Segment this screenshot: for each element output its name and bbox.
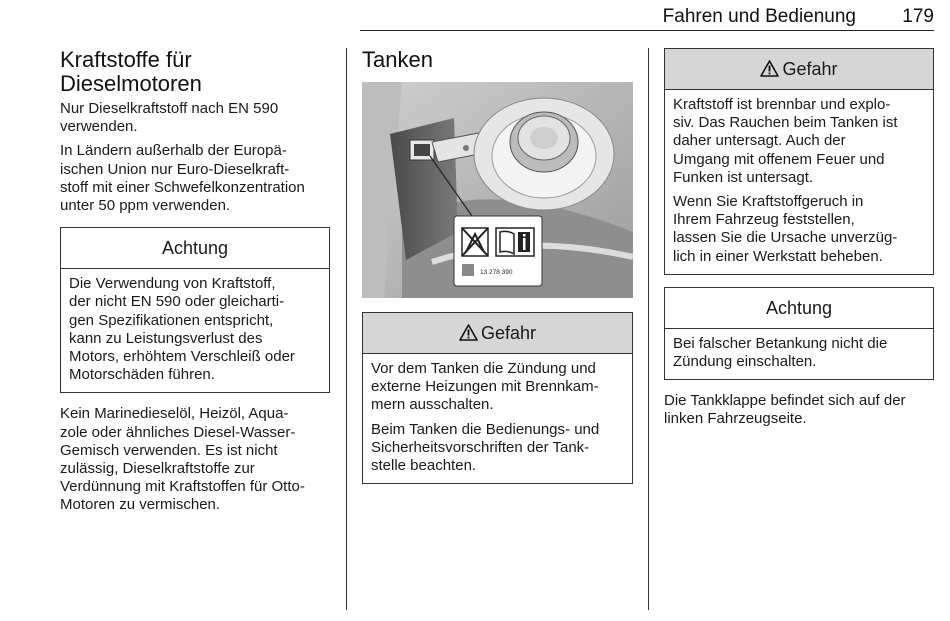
text-line: zulässig, Dieselkraftstoffe zur xyxy=(60,460,255,478)
danger-title: Gefahr xyxy=(782,59,838,79)
text-line: Motors, erhöhtem Verschleiß oder xyxy=(69,348,295,366)
text-line: Vor dem Tanken die Zündung und xyxy=(371,360,596,377)
text-line: kann zu Leistungsverlust des xyxy=(69,329,263,347)
paragraph-marinediesel xyxy=(60,405,335,514)
text-line: Beim Tanken die Bedienungs- und xyxy=(371,420,600,438)
paragraph-tankklappe xyxy=(664,392,936,428)
text-line: unter 50 ppm verwenden. xyxy=(60,197,231,215)
text-line: lassen Sie die Ursache unverzüg- xyxy=(673,229,898,247)
column-rule-1 xyxy=(346,48,347,610)
danger-header xyxy=(665,49,933,90)
danger-title: Gefahr xyxy=(480,323,537,343)
text-line: linken Fahrzeugseite. xyxy=(664,410,807,428)
danger-box-tanken xyxy=(362,312,633,484)
text-line: daher untersagt. Auch der xyxy=(673,132,846,150)
danger-text-1 xyxy=(371,360,624,415)
warning-triangle-icon xyxy=(459,324,478,341)
notice-title: Achtung xyxy=(61,228,329,269)
text-line: Verdünnung mit Kraftstoffen für Otto- xyxy=(60,478,305,496)
running-header-title: Fahren und Bedienung xyxy=(662,6,856,27)
notice-title: Achtung xyxy=(665,288,933,329)
text-line: Motoren zu vermischen. xyxy=(60,496,221,514)
notice-body xyxy=(665,329,933,379)
text-line: gen Spezifikationen entspricht, xyxy=(69,311,274,329)
text-line: Sicherheitsvorschriften der Tank- xyxy=(371,438,590,456)
manual-info-symbol xyxy=(496,228,534,256)
text-line: Die Tankklappe befindet sich auf der xyxy=(664,392,906,410)
notice-box-achtung xyxy=(664,287,934,380)
text-line: verwenden. xyxy=(60,118,138,136)
danger-header xyxy=(363,313,632,354)
column-1 xyxy=(60,48,335,515)
text-line: Zündung einschalten. xyxy=(673,353,817,371)
text-line: lich in einer Werkstatt beheben. xyxy=(673,247,883,265)
text-line: Gemisch verwenden. Es ist nicht xyxy=(60,441,278,459)
text-line: Kein Marinedieselöl, Heizöl, Aqua- xyxy=(60,405,289,423)
text-line: Nur Dieselkraftstoff nach EN 590 xyxy=(60,100,279,117)
text-line: externe Heizungen mit Brennkam- xyxy=(371,378,599,396)
text-line: siv. Das Rauchen beim Tanken ist xyxy=(673,114,898,132)
paragraph-euro-diesel xyxy=(60,142,335,215)
text-line: stelle beachten. xyxy=(371,457,477,475)
text-line: Bei falscher Betankung nicht die xyxy=(673,334,888,352)
section-heading-diesel xyxy=(60,48,335,96)
danger-text-2 xyxy=(371,421,624,476)
text-line: In Ländern außerhalb der Europä- xyxy=(60,142,287,160)
notice-text xyxy=(69,275,321,384)
text-line: ischen Union nur Euro-Dieselkraft- xyxy=(60,160,290,178)
text-line: Ihrem Fahrzeug feststellen, xyxy=(673,211,855,229)
text-line: Funken ist untersagt. xyxy=(673,168,814,186)
danger-text-2 xyxy=(673,193,925,266)
notice-body xyxy=(61,269,329,392)
no-water-symbol xyxy=(462,228,488,256)
text-line: mern ausschalten. xyxy=(371,396,494,414)
header-rule xyxy=(360,30,934,31)
page-number: 179 xyxy=(902,6,934,27)
warning-triangle-icon xyxy=(760,60,779,77)
danger-body xyxy=(665,90,933,274)
text-line: Die Verwendung von Kraftstoff, xyxy=(69,275,276,293)
column-rule-2 xyxy=(648,48,649,610)
text-line: Kraftstoff ist brennbar und explo- xyxy=(673,96,891,113)
notice-box-achtung xyxy=(60,227,330,393)
text-line: Wenn Sie Kraftstoffgeruch in xyxy=(673,193,864,211)
notice-text xyxy=(673,335,925,371)
text-line: Motorschäden führen. xyxy=(69,366,215,384)
figure-code: 13 278 390 xyxy=(480,269,513,276)
danger-text-1 xyxy=(673,96,925,187)
text-line: stoff mit einer Schwefelkonzentration xyxy=(60,178,305,196)
column-3 xyxy=(664,48,936,429)
heading-line-1: Kraftstoffe für xyxy=(60,47,192,72)
fuel-filler-illustration xyxy=(362,82,633,298)
section-heading-tanken: Tanken xyxy=(362,47,433,72)
danger-body xyxy=(363,354,632,483)
paragraph-en590 xyxy=(60,100,335,136)
column-2 xyxy=(362,48,634,484)
heading-line-2: Dieselmotoren xyxy=(60,71,202,96)
text-line: Umgang mit offenem Feuer und xyxy=(673,150,885,168)
fuel-filler-figure xyxy=(362,82,633,298)
text-line: der nicht EN 590 oder gleicharti- xyxy=(69,293,285,311)
danger-box-kraftstoff xyxy=(664,48,934,275)
text-line: zole oder ähnliches Diesel-Wasser- xyxy=(60,423,296,441)
